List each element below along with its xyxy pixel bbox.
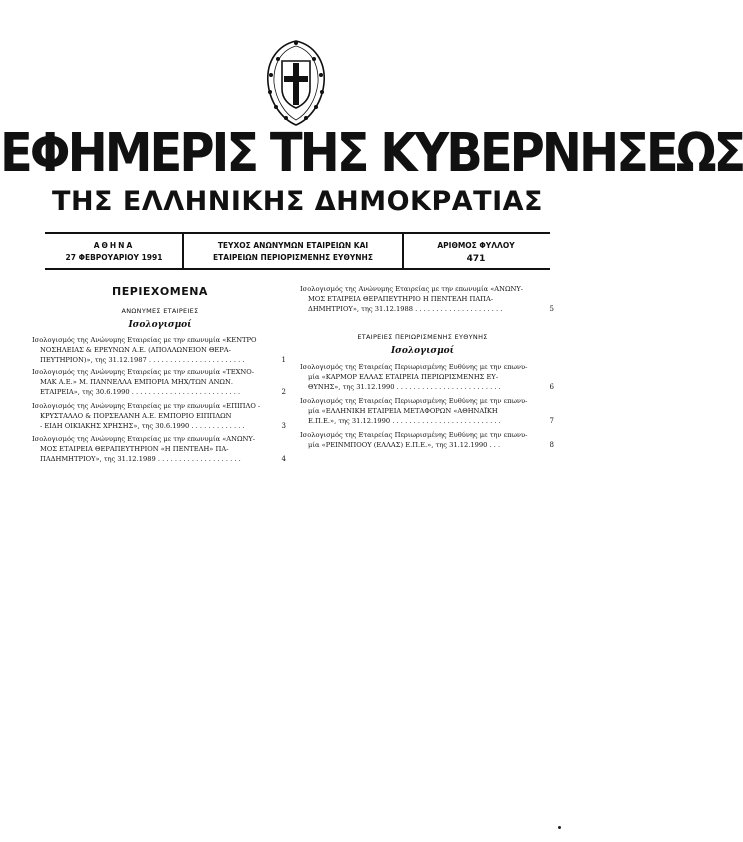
page-number: 2 [281,388,286,397]
subsection-heading-balance-sheets-ltd: Ισολογισμοί [390,346,455,356]
toc-entry[interactable]: Ισολογισμός της Εταιρείας Περιωρισμένης Ευθύνης με την επωνυ- μία «ΡΕΙΝΜΠΟΟΥ (ΕΛΛΑΣ) Ε.Π.Ε.», της 31.12.1990 . . . 8 [300,431,554,450]
sheet-number-label: ΑΡΙΘΜΟΣ ΦΥΛΛΟΥ [437,241,515,250]
issue-type-line1: ΤΕΥΧΟΣ ΑΝΩΝΥΜΩΝ ΕΤΑΙΡΕΙΩΝ ΚΑΙ [217,241,369,250]
page-number: 8 [549,441,554,450]
page-number: 7 [549,417,554,426]
section-heading-sa: ΑΝΩΝΥΜΕΣ ΕΤΑΙΡΕΙΕΣ [121,307,199,315]
info-bar-divider-1 [182,232,184,269]
toc-title: ΠΕΡΙΕΧΟΜΕΝΑ [112,285,208,298]
info-bar-top-rule [45,232,550,234]
issue-date: 27 ΦΕΒΡΟΥΑΡΙΟΥ 1991 [65,253,163,262]
section-heading-ltd: ΕΤΑΙΡΕΙΕΣ ΠΕΡΙΩΡΙΣΜΕΝΗΣ ΕΥΘΥΝΗΣ [357,333,488,341]
greek-coat-of-arms-icon [256,37,336,129]
masthead-title: ΕΦΗΜΕΡΙΣ ΤΗΣ ΚΥΒΕΡΝΗΣΕΩΣ [0,121,743,185]
scan-speck [558,826,561,829]
toc-entry[interactable]: Ισολογισμός της Ανώνυμης Εταιρείας με την επωνυμία «ΕΠΙΠΛΟ - ΚΡΥΣΤΑΛΛΟ & ΠΟΡΣΕΛΑΝΗ Α.Ε. ΕΜΠΟΡΙΟ ΕΙΠΠΛΩΝ - ΕΙΔΗ ΟΙΚΙΑΚΗΣ ΧΡΗΣΗΣ», της 30.6.1990 . . . . . . . . . . . . . 3 [32,402,286,431]
toc-entry[interactable]: Ισολογισμός της Ανώνυμης Εταιρείας με την επωνυμία «ΤΕΧΝΟ- ΜΑΚ Α.Ε.» Μ. ΠΑΝΝΕΛΛΑ ΕΜΠΟΡΙΑ ΜΗΧ/ΤΩΝ ΑΝΩΝ. ΕΤΑΙΡΕΙΑ», της 30.6.1990 . . . . . . . . . . . . . . . . . . . . . . . . . . 2 [32,368,286,397]
page-number: 6 [549,383,554,392]
subsection-heading-balance-sheets: Ισολογισμοί [128,320,192,330]
toc-entry[interactable]: Ισολογισμός της Ανώνυμης Εταιρείας με την επωνυμία «ΚΕΝΤΡΟ ΝΟΣΗΛΕΙΑΣ & ΕΡΕΥΝΩΝ Α.Ε. (ΑΠΟΛΛΩΝΕΙΟΝ ΘΕΡΑ- ΠΕΥΤΗΡΙΟΝ)», της 31.12.1987 . . . . . . . . . . . . . . . . . . . . . . . 1 [32,336,286,365]
place-label: ΑΘΗΝΑ [93,241,135,250]
page-number: 5 [549,305,554,314]
masthead-subtitle: ΤΗΣ ΕΛΛΗΝΙΚΗΣ ΔΗΜΟΚΡΑΤΙΑΣ [52,186,543,217]
toc-entry[interactable]: Ισολογισμός της Εταιρείας Περιωρισμένης Ευθύνης με την επωνυ- μία «ΚΑΡΜΟΡ ΕΛΛΑΣ ΕΤΑΙΡΕΙΑ ΠΕΡΙΩΡΙΣΜΕΝΗΣ ΕΥ- ΘΥΝΗΣ», της 31.12.1990 . . . . . . . . . . . . . . . . . . . . . . . . . 6 [300,363,554,392]
toc-entry[interactable]: Ισολογισμός της Ανώνυμης Εταιρείας με την επωνυμία «ΑΝΩΝΥ- ΜΟΣ ΕΤΑΙΡΕΙΑ ΘΕΡΑΠΕΥΤΗΡΙΟ Η ΠΕΝΤΕΛΗ ΠΑΠΑ- ΔΗΜΗΤΡΙΟΥ», της 31.12.1988 . . . . . . . . . . . . . . . . . . . . . 5 [300,285,554,314]
page-number: 3 [281,422,286,431]
toc-entry[interactable]: Ισολογισμός της Ανώνυμης Εταιρείας με την επωνυμία «ΑΝΩΝΥ- ΜΟΣ ΕΤΑΙΡΕΙΑ ΘΕΡΑΠΕΥΤΗΡΙΟΝ «Η ΠΕΝΤΕΛΗ» ΠΑ- ΠΑΔΗΜΗΤΡΙΟΥ», της 31.12.1989 . . . . . . . . . . . . . . . . . . . . 4 [32,435,286,464]
info-bar-bottom-rule [45,268,550,270]
page-number: 1 [281,356,286,365]
sheet-number: 471 [466,254,486,264]
info-bar-divider-2 [402,232,404,269]
issue-type-line2: ΕΤΑΙΡΕΙΩΝ ΠΕΡΙΟΡΙΣΜΕΝΗΣ ΕΥΘΥΝΗΣ [213,253,373,262]
toc-entry[interactable]: Ισολογισμός της Εταιρείας Περιωρισμένης Ευθύνης με την επωνυ- μία «ΕΛΛΗΝΙΚΗ ΕΤΑΙΡΕΙΑ ΜΕΤΑΦΟΡΩΝ «ΑΘΗΝΑΪΚΗ Ε.Π.Ε.», της 31.12.1990 . . . . . . . . . . . . . . . . . . . . . . . . . . 7 [300,397,554,426]
page-number: 4 [281,455,286,464]
